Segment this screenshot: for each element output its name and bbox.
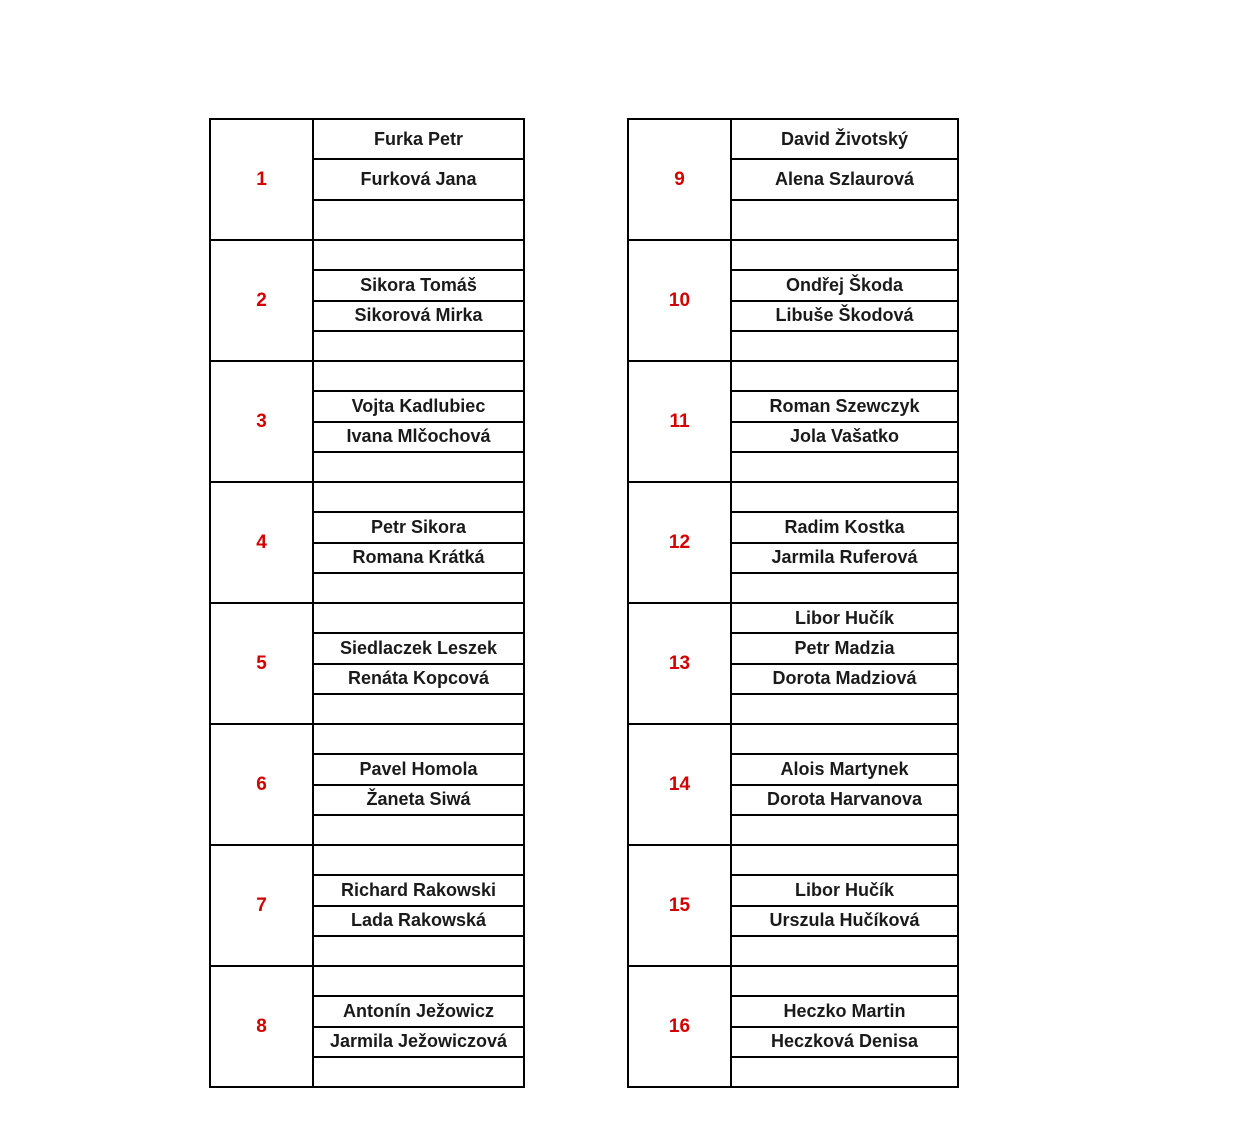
group-number: 1 <box>211 120 314 239</box>
name-cell <box>732 332 957 360</box>
name-list <box>732 604 957 723</box>
name-cell <box>732 846 957 876</box>
name-cell <box>314 362 523 392</box>
table-group-10 <box>629 241 957 362</box>
name-cell <box>314 967 523 997</box>
name-cell <box>314 725 523 755</box>
name-cell <box>314 483 523 513</box>
name-cell: Romana Krátká <box>314 544 523 574</box>
right-table <box>627 118 959 1088</box>
name-cell <box>732 937 957 965</box>
name-cell <box>732 241 957 271</box>
name-cell: Renáta Kopcová <box>314 665 523 695</box>
name-cell: Heczko Martin <box>732 997 957 1027</box>
name-cell: Richard Rakowski <box>314 876 523 906</box>
group-number: 10 <box>629 241 732 360</box>
table-group-16 <box>629 967 957 1086</box>
name-cell: Sikora Tomáš <box>314 271 523 301</box>
name-cell <box>314 574 523 602</box>
name-list <box>314 604 523 723</box>
name-cell <box>314 201 523 239</box>
name-cell <box>314 453 523 481</box>
name-cell <box>314 1058 523 1086</box>
table-group-4 <box>211 483 523 604</box>
table-group-14 <box>629 725 957 846</box>
name-cell: Ondřej Škoda <box>732 271 957 301</box>
group-number: 9 <box>629 120 732 239</box>
table-group-1 <box>211 120 523 241</box>
group-number: 11 <box>629 362 732 481</box>
table-group-12 <box>629 483 957 604</box>
table-group-6 <box>211 725 523 846</box>
name-cell: Libuše Škodová <box>732 302 957 332</box>
name-cell: Jarmila Ruferová <box>732 544 957 574</box>
name-list <box>314 241 523 360</box>
name-cell: Lada Rakowská <box>314 907 523 937</box>
table-group-5 <box>211 604 523 725</box>
group-number: 12 <box>629 483 732 602</box>
name-cell: Siedlaczek Leszek <box>314 634 523 664</box>
name-cell: Jola Vašatko <box>732 423 957 453</box>
name-list <box>314 725 523 844</box>
name-cell: Roman Szewczyk <box>732 392 957 422</box>
group-number: 4 <box>211 483 314 602</box>
group-number: 13 <box>629 604 732 723</box>
name-list <box>314 362 523 481</box>
name-cell <box>314 937 523 965</box>
name-cell <box>314 816 523 844</box>
name-cell: Libor Hučík <box>732 604 957 634</box>
name-list <box>732 483 957 602</box>
name-cell: Sikorová Mirka <box>314 302 523 332</box>
name-list <box>732 362 957 481</box>
name-cell: Radim Kostka <box>732 513 957 543</box>
name-list <box>732 725 957 844</box>
table-group-13 <box>629 604 957 725</box>
name-cell <box>314 241 523 271</box>
group-number: 6 <box>211 725 314 844</box>
name-cell <box>314 604 523 634</box>
table-group-2 <box>211 241 523 362</box>
name-cell: Pavel Homola <box>314 755 523 785</box>
name-cell: Alena Szlaurová <box>732 160 957 200</box>
name-list <box>732 120 957 239</box>
name-list <box>314 120 523 239</box>
name-list <box>732 846 957 965</box>
name-cell: Furková Jana <box>314 160 523 200</box>
name-cell <box>732 1058 957 1086</box>
table-group-7 <box>211 846 523 967</box>
name-cell: Libor Hučík <box>732 876 957 906</box>
name-cell: Petr Sikora <box>314 513 523 543</box>
name-cell <box>314 846 523 876</box>
name-cell <box>732 453 957 481</box>
group-number: 3 <box>211 362 314 481</box>
name-cell <box>732 574 957 602</box>
table-group-15 <box>629 846 957 967</box>
name-cell: Žaneta Siwá <box>314 786 523 816</box>
name-cell <box>732 483 957 513</box>
group-number: 2 <box>211 241 314 360</box>
group-number: 7 <box>211 846 314 965</box>
name-cell <box>314 332 523 360</box>
name-cell: Ivana Mlčochová <box>314 423 523 453</box>
name-cell <box>732 967 957 997</box>
name-cell <box>732 201 957 239</box>
name-cell: Furka Petr <box>314 120 523 160</box>
name-cell <box>732 695 957 723</box>
name-cell: Jarmila Ježowiczová <box>314 1028 523 1058</box>
name-cell <box>732 362 957 392</box>
name-list <box>314 846 523 965</box>
name-cell: Dorota Madziová <box>732 665 957 695</box>
name-cell: Urszula Hučíková <box>732 907 957 937</box>
name-cell <box>732 816 957 844</box>
name-list <box>314 967 523 1086</box>
group-number: 8 <box>211 967 314 1086</box>
name-cell <box>314 695 523 723</box>
table-group-3 <box>211 362 523 483</box>
name-cell: Antonín Ježowicz <box>314 997 523 1027</box>
name-list <box>732 967 957 1086</box>
table-group-9 <box>629 120 957 241</box>
name-cell: Alois Martynek <box>732 755 957 785</box>
name-list <box>732 241 957 360</box>
name-list <box>314 483 523 602</box>
group-number: 16 <box>629 967 732 1086</box>
table-group-8 <box>211 967 523 1086</box>
group-number: 5 <box>211 604 314 723</box>
name-cell: Dorota Harvanova <box>732 786 957 816</box>
group-number: 14 <box>629 725 732 844</box>
name-cell: David Životský <box>732 120 957 160</box>
table-group-11 <box>629 362 957 483</box>
name-cell: Petr Madzia <box>732 634 957 664</box>
name-cell: Vojta Kadlubiec <box>314 392 523 422</box>
name-cell <box>732 725 957 755</box>
name-cell: Heczková Denisa <box>732 1028 957 1058</box>
group-number: 15 <box>629 846 732 965</box>
left-table <box>209 118 525 1088</box>
